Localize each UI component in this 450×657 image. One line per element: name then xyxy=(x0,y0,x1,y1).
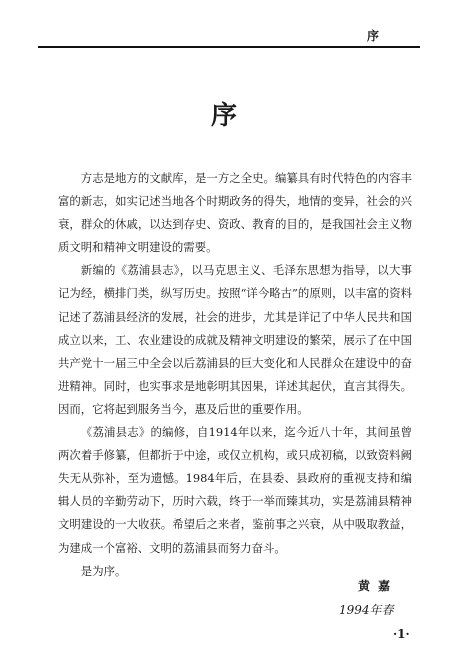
page-number: ·1· xyxy=(393,627,410,641)
signature-date: 1994年春 xyxy=(339,603,394,617)
paragraph: 是为序。 xyxy=(80,563,127,578)
paragraph: 新编的《荔浦县志》，以马克思主义、毛泽东思想为指导，以大事记为经，横排门类，纵写历史。按照“详今略古”的原则，以丰富的资料记述了荔浦县经济的发展，社会的进步，尤其是详记了中华人民共和国成立以来，工、农业建设的成就及精神文明建设的繁荣，展示了在中国共产党十一届三中全会以后荔浦县的巨大变化和人民群众在建设中的奋进精神。同时，也实事求是地彰明其因果，详述其起伏，直言其得失。因而，它将起到服务当今，惠及后世的重要作用。 xyxy=(58,263,412,416)
preface-body xyxy=(58,167,412,583)
paragraph: 方志是地方的文献库，是一方之全史。编纂具有时代特色的内容丰富的新志，如实记述当地各个时期政务的得失，地情的变异，社会的兴衰，群众的休戚，以达到存史、资政、教育的目的，是我国社会主义物质文明和精神文明建设的需要。 xyxy=(58,171,412,255)
header-rule xyxy=(38,46,420,48)
author-signature: 黄嘉 xyxy=(358,579,399,593)
running-header: 序 xyxy=(366,29,380,43)
page-title: 序 xyxy=(210,101,239,131)
paragraph: 《荔浦县志》的编修，自1914年以来，迄今近八十年，其间虽曾两次着手修纂，但都折于中途，或仅立机构，或只成初稿，以致资料阙失无从弥补，至为遗憾。1984年后，在县委、县政府的重视支持和编辑人员的辛勤劳动下，历时六载，终于一举而臻其功，实是荔浦县精神文明建设的一大收获。希望后之来者，鉴前事之兴衰，从中吸取教益，为建成一个富裕、文明的荔浦县而努力奋斗。 xyxy=(58,425,412,555)
